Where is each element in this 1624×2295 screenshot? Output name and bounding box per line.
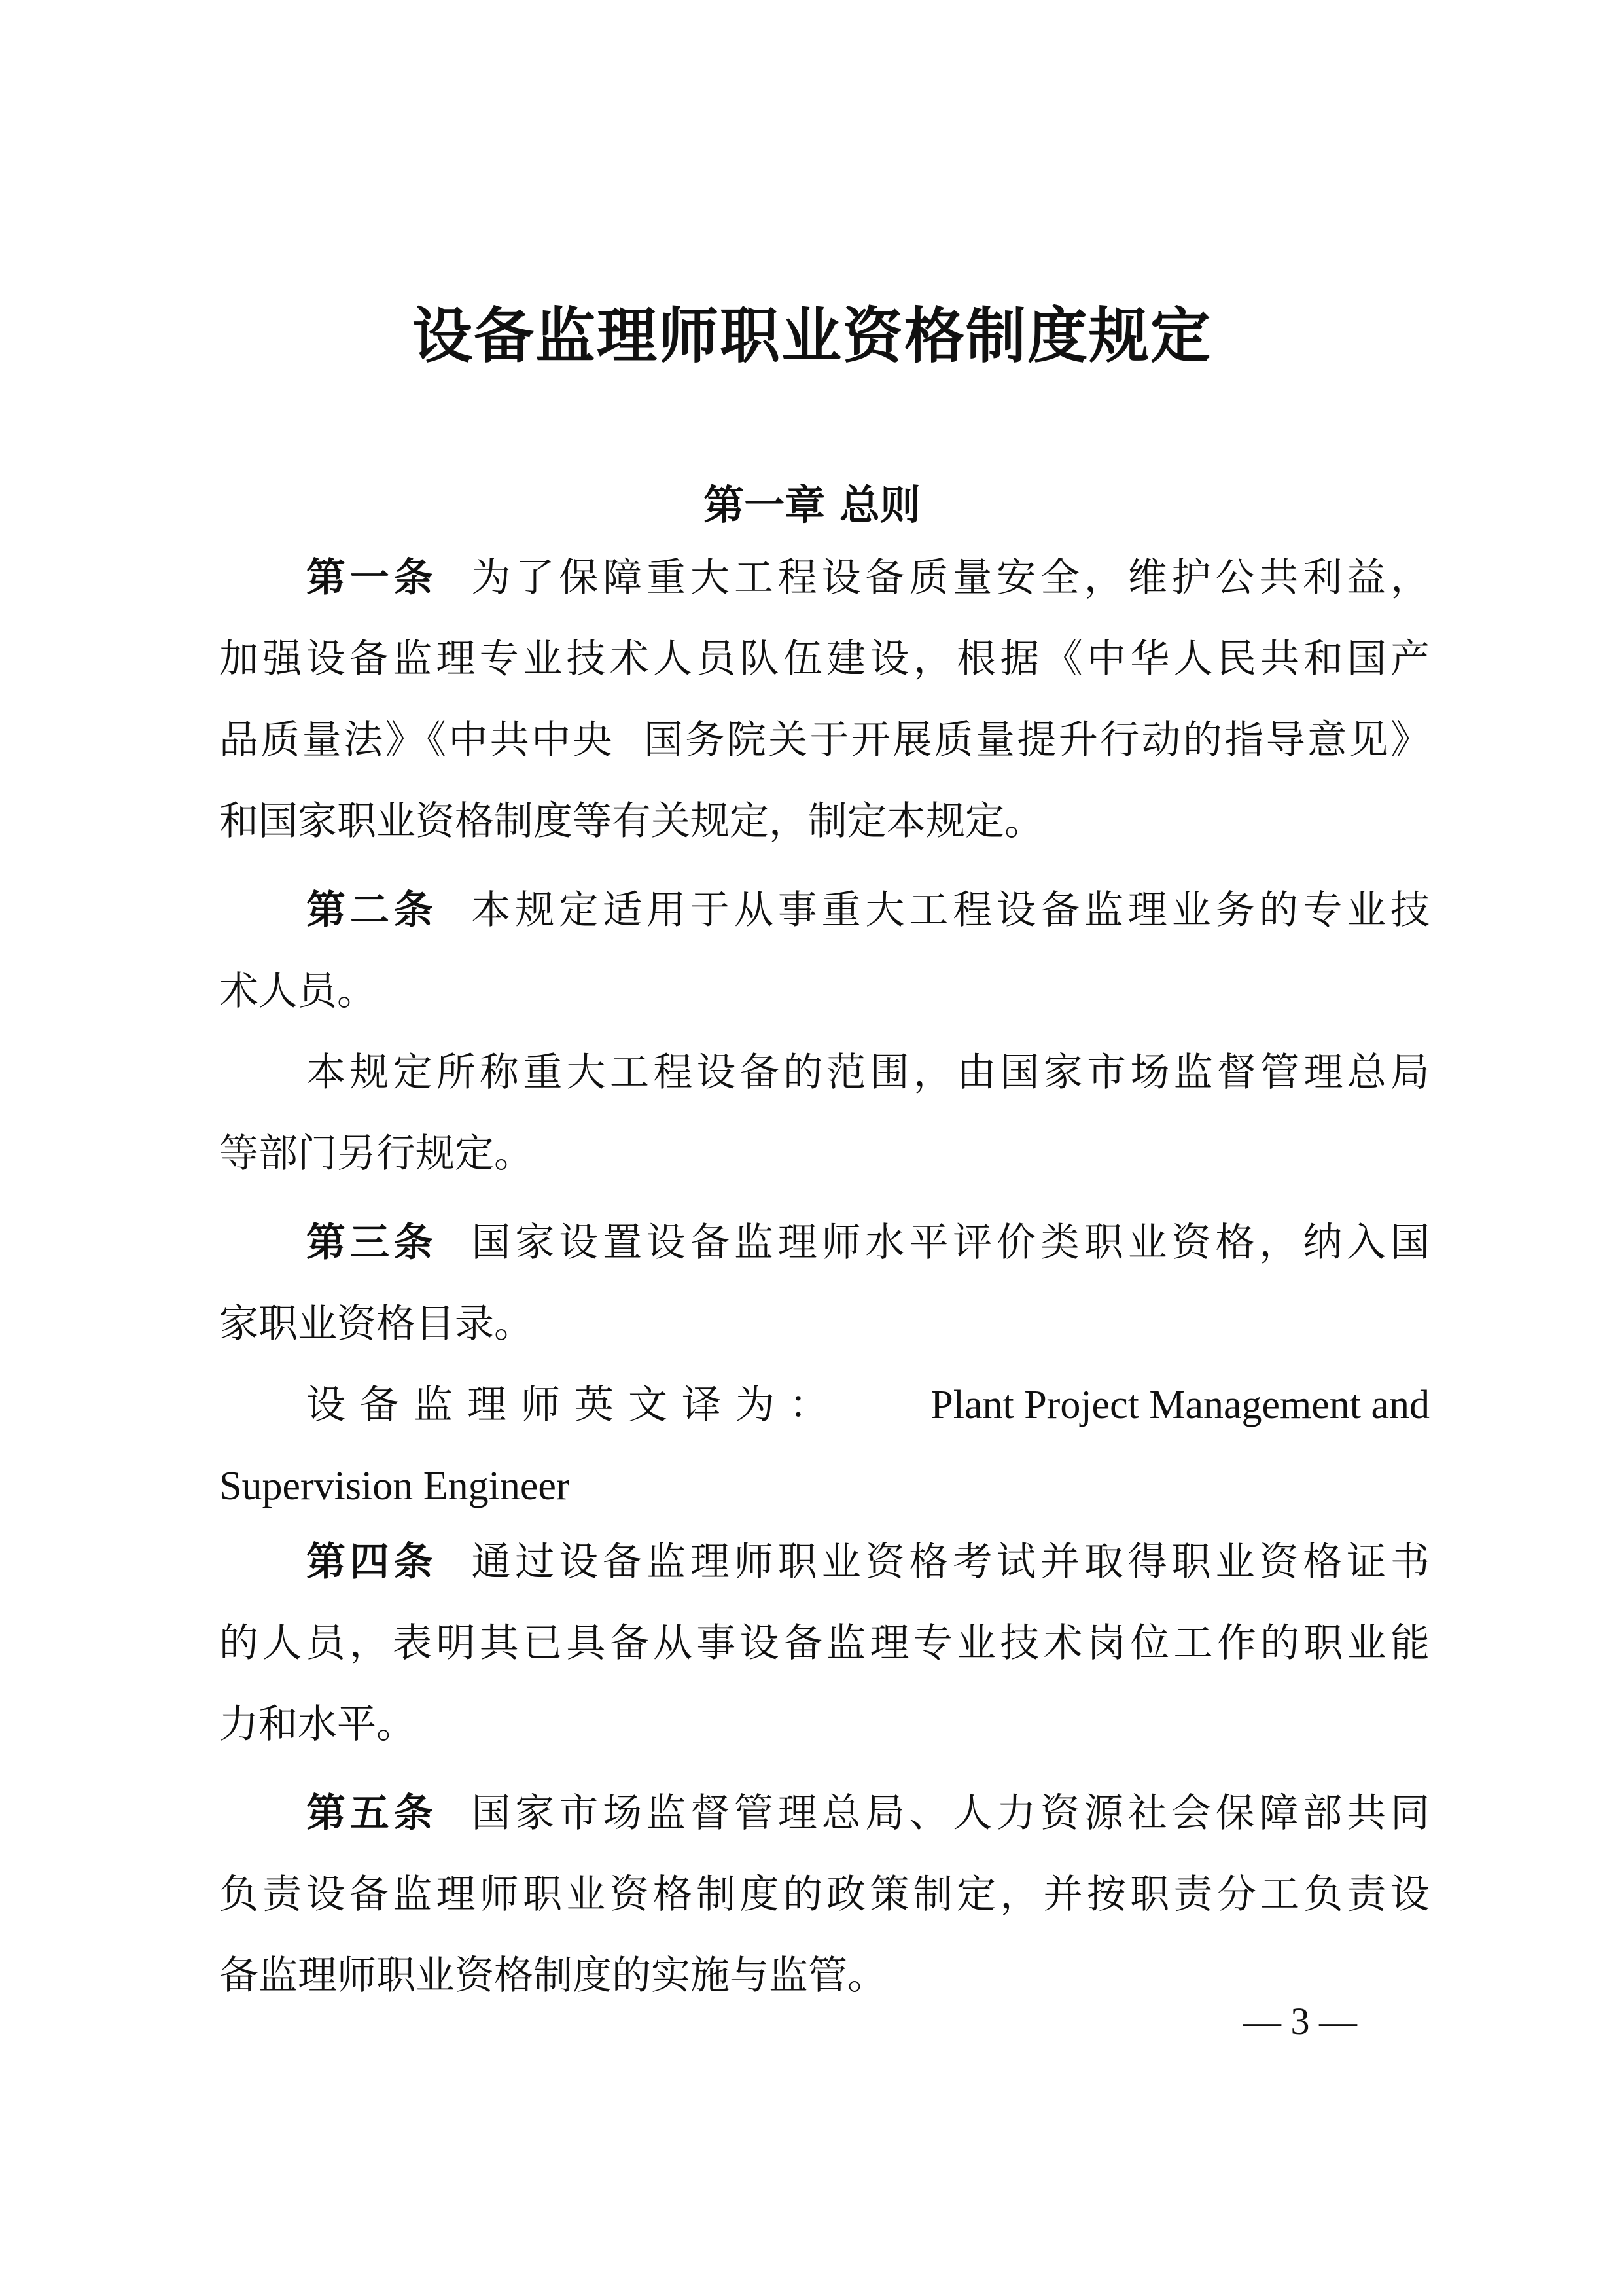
document-title: 设备监理师职业资格制度规定 bbox=[412, 301, 1212, 371]
english-translation-part-2: Supervision Engineer bbox=[219, 1464, 570, 1508]
chapter-heading: 第一章 总则 bbox=[703, 481, 921, 529]
article-2-para-2-line-1: 本规定所称重大工程设备的范围，由国家市场监督管理总局 bbox=[306, 1050, 1430, 1095]
article-2-line-1 bbox=[306, 884, 1430, 936]
article-5-line-1 bbox=[306, 1787, 1430, 1840]
article-2-para-2-line-2: 等部门另行规定。 bbox=[219, 1131, 533, 1177]
article-1-lead: 第一条 bbox=[306, 555, 438, 601]
article-3-line-2: 家职业资格目录。 bbox=[219, 1301, 533, 1347]
article-5-text-1: 国家市场监督管理总局、人力资源社会保障部共同 bbox=[471, 1790, 1430, 1836]
article-2-line-2: 术人员。 bbox=[219, 969, 376, 1014]
article-4-lead: 第四条 bbox=[306, 1539, 438, 1585]
article-3-para-2-line-1 bbox=[306, 1379, 1430, 1431]
article-1-text-1: 为了保障重大工程设备质量安全，维护公共利益， bbox=[471, 555, 1430, 601]
article-1-line-1 bbox=[306, 552, 1430, 604]
article-5-lead: 第五条 bbox=[306, 1790, 438, 1836]
article-1-line-2: 加强设备监理专业技术人员队伍建设，根据《中华人民共和国产 bbox=[219, 636, 1430, 682]
english-translation-part-1: Plant Project Management and bbox=[930, 1383, 1430, 1427]
article-4-line-3: 力和水平。 bbox=[219, 1701, 415, 1747]
english-translation-prefix: 设备监理师英文译为： bbox=[306, 1382, 843, 1428]
article-1-line-3: 品质量法》《中共中央 国务院关于开展质量提升行动的指导意见》 bbox=[219, 717, 1430, 763]
article-5-line-2: 负责设备监理师职业资格制度的政策制定，并按职责分工负责设 bbox=[219, 1872, 1430, 1917]
article-4-text-1: 通过设备监理师职业资格考试并取得职业资格证书 bbox=[471, 1539, 1430, 1585]
article-3-text-1: 国家设置设备监理师水平评价类职业资格，纳入国 bbox=[471, 1220, 1430, 1266]
article-2-lead: 第二条 bbox=[306, 887, 438, 933]
article-1-line-4: 和国家职业资格制度等有关规定，制定本规定。 bbox=[219, 798, 1044, 844]
article-2-text-1: 本规定适用于从事重大工程设备监理业务的专业技 bbox=[471, 887, 1430, 933]
article-4-line-1 bbox=[306, 1536, 1430, 1588]
article-5-line-3: 备监理师职业资格制度的实施与监管。 bbox=[219, 1953, 887, 1999]
article-3-line-1 bbox=[306, 1217, 1430, 1269]
article-3-lead: 第三条 bbox=[306, 1220, 438, 1266]
article-4-line-2: 的人员，表明其已具备从事设备监理专业技术岗位工作的职业能 bbox=[219, 1620, 1430, 1666]
page-number: — 3 — bbox=[1243, 2000, 1357, 2042]
